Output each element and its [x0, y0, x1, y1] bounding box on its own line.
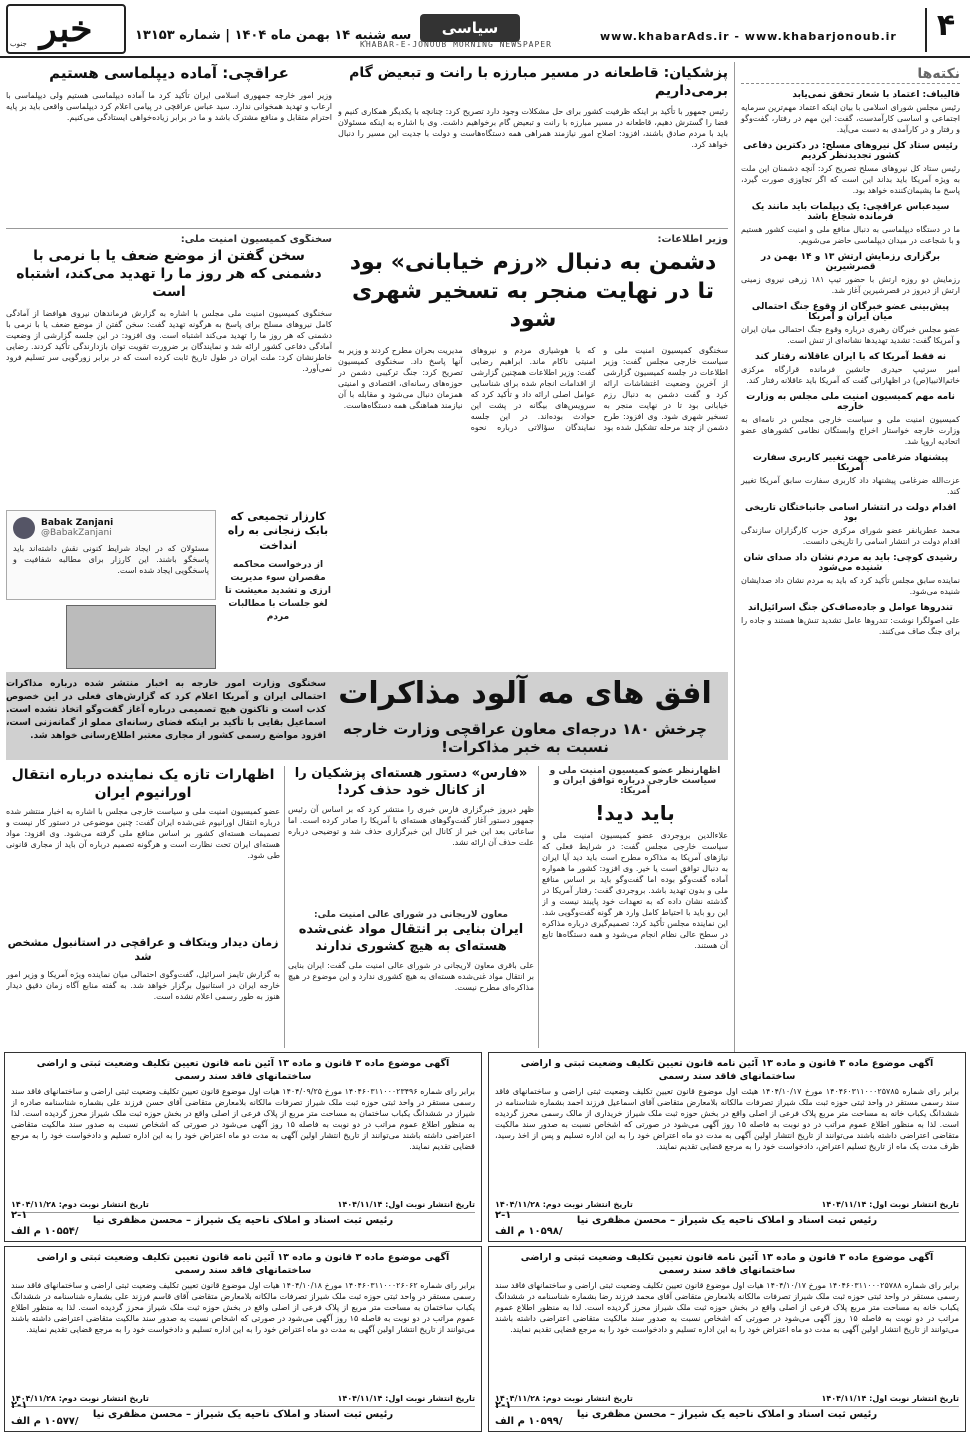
- banner-title: افق های مه آلود مذاکرات: [338, 676, 712, 711]
- article-karzar: [6, 510, 332, 670]
- article-weak-position: [6, 234, 332, 504]
- note-title: پیشنهاد ضرغامی جهت تغییر کاربری سفارت آمریکا: [752, 453, 949, 473]
- notice-code: /۱۰۵۷۷ م الف: [11, 1416, 79, 1427]
- article-body: علاءالدین بروجردی عضو کمیسیون امنیت ملی و سیاست خارجی مجلس گفت: در شرایط فعلی که نیازهای آمریکا به مذاکره مطرح است باید دید آیا ایران به دنبال توافق است یا خیر. وی افزود: کشور ما همواره آماده گفت‌وگو بوده اما گفت‌وگو باید بر اساس منافع ملی و بدون تهدید باشد. بروجردی گفت: رفتار آمریکا در گذشته نشان داده که به تعهدات خود پایبند نیست و از این رو باید با احتیاط کامل وارد هر گونه گفت‌وگویی شد. این نماینده مجلس تأکید کرد: تصمیم‌گیری درباره مذاکره در سطح عالی نظام انجام می‌شود و همه دستگاه‌ها تابع آن هستند.: [542, 831, 728, 950]
- article-title: دشمن به دنبال «رزم خیابانی» بود تا در نهایت منجر به تسخیر شهری شود: [349, 250, 717, 333]
- notice-title: آگهی موضوع ماده ۳ قانون و ماده ۱۳ آئین نامه قانون تعیین تکلیف وضعیت ثبتی و اراضی ساختمانهای فاقد سند رسمی: [36, 1252, 450, 1276]
- issue-date: سه شنبه ۱۴ بهمن ماه ۱۴۰۴ | شماره ۱۳۱۵۳: [135, 28, 412, 43]
- note-item: [741, 553, 960, 597]
- notice-title: آگهی موضوع ماده ۳ قانون و ماده ۱۳ آئین نامه قانون تعیین تکلیف وضعیت ثبتی و اراضی ساختمانهای فاقد سند رسمی: [36, 1058, 450, 1082]
- article-title: باید دید!: [595, 801, 675, 825]
- article-body: علی باقری معاون لاریجانی در شورای عالی امنیت ملی گفت: ایران بنایی بر انتقال مواد غنی‌شده هسته‌ای به هیچ کشوری ندارد و این موضوع در هیچ مذاکره‌ای مطرح نیست.: [288, 960, 534, 992]
- notice-date-2: تاریخ انتشار نوبت دوم: ۱۴۰۴/۱۱/۲۸: [495, 1394, 633, 1403]
- page-number: ۴: [925, 8, 965, 52]
- note-item: [741, 141, 960, 196]
- banner-subtitle: چرخش ۱۸۰ درجه‌ای معاون عراقچی وزارت خارجه نسبت به خبر مذاکرات!: [343, 720, 707, 756]
- logo-text: خبر: [39, 8, 93, 50]
- article-title: زمان دیدار ویتکاف و عراقچی در استانبول مشخص شد: [7, 936, 279, 964]
- article-fars: [288, 766, 534, 906]
- article-title: کارزار تجمیعی که بابک زنجانی به راه انداخت: [227, 510, 329, 552]
- divider: [6, 228, 728, 229]
- note-body: علی اصولگرا نوشت: تندروها عامل تشدید تنش‌ها هستند و جاده را برای جنگ صاف می‌کنند.: [741, 616, 960, 636]
- english-name: KHABAR-E-JONOUB MORNING NEWSPAPER: [360, 40, 552, 49]
- notice-tag: ۲-۱: [495, 1400, 512, 1411]
- legal-notice: [4, 1052, 482, 1242]
- note-title: رئیس ستاد کل نیروهای مسلح: در دکترین دفاعی کشور تجدیدنظر کردیم: [743, 141, 958, 161]
- note-body: عضو مجلس خبرگان رهبری درباره وقوع جنگ احتمالی میان ایران و آمریکا گفت: تشدید تهدیدها نشانه‌ای از تنش است.: [741, 325, 960, 345]
- note-title: برگزاری رزمایش ارتش ۱۳ و ۱۴ بهمن در قصرشیرین: [761, 252, 940, 272]
- article-kicker: اظهارنظر عضو کمیسیون امنیت ملی و سیاست خارجی درباره توافق ایران و آمریکا:: [549, 766, 721, 796]
- note-title: اقدام دولت در انتشار اسامی جانباختگان تاریخی بود: [744, 503, 957, 523]
- article-body: وزیر امور خارجه جمهوری اسلامی ایران تأکید کرد ما آماده دیپلماسی هستیم ولی دیپلماسی با ارعاب و تهدید همخوانی ندارد. سید عباس عراقچی در پیامی اعلام کرد دیپلماسی واقعی باید بر پایه احترام متقابل و منافع مشترک باشد و ما در برابر زیاده‌خواهی ایستادگی می‌کنیم.: [6, 90, 332, 122]
- note-title: سیدعباس عراقچی: یک دیپلمات باید مانند یک فرمانده شجاع باشد: [751, 202, 950, 222]
- note-body: رئیس مجلس شورای اسلامی با بیان اینکه اعتماد مهم‌ترین سرمایه اجتماعی و اساسی کارآمدست، گفت: این مهم در رفتار، گفت‌وگو و رفتار و در کارآمدی به دست می‌آید.: [741, 103, 960, 134]
- note-title: رشیدی کوچی: باید به مردم نشان داد صدای شان شنیده می‌شود: [743, 553, 958, 573]
- notice-body: برابر رای شماره ۱۴۰۴۶۰۳۱۱۰۰۰۲۳۴۹۶ مورخ ۱۴۰۴/۰۹/۲۵ هیات اول موضوع قانون تعیین تکلیف وضعیت ثبتی اراضی و ساختمانهای فاقد سند رسمی مستقر در واحد ثبتی حوزه ثبت ملک شیراز تصرفات مالکانه بلامعارض متقاضی آقای حسن فرزند علی بشماره شناسنامه صادره از شیراز در ششدانگ یکباب ساختمان به مساحت متر مربع از پلاک فرعی از اصلی واقع در بخش حوزه ثبت ملک شیراز محرز گردیده است. لذا به منظور اطلاع عموم مراتب در دو نوبت به فاصله ۱۵ روز آگهی می‌شود در صورتی که اشخاص نسبت به صدور سند مالکیت متقاضی اعتراضی داشته باشند می‌توانند از تاریخ انتشار اولین آگهی به مدت دو ماه اعتراض خود را به این اداره تسلیم و دادخواست خود را به مرجع قضایی تقدیم نمایند.: [11, 1087, 475, 1151]
- note-title: نه فقط آمریکا که با ایران عاقلانه رفتار کند: [755, 352, 946, 362]
- notice-tag: ۲-۱: [495, 1210, 512, 1221]
- notice-date-2: تاریخ انتشار نوبت دوم: ۱۴۰۴/۱۱/۲۸: [11, 1200, 149, 1209]
- legal-notice: [4, 1246, 482, 1432]
- notice-dates: [11, 1200, 475, 1209]
- tweet-body: مسئولان که در ایجاد شرایط کنونی نقش داشته‌اند باید پاسخگو باشند. این کارزار برای مطالبه شفافیت و پاسخگویی ایجاد شده است.: [13, 544, 209, 575]
- note-body: رئیس ستاد کل نیروهای مسلح تصریح کرد: آنچه دشمنان این ملت به ویژه آمریکا باید بداند این است که اگر تجاوزی صورت گیرد، پاسخ ما پشیمان‌کننده خواهد بود.: [741, 164, 960, 195]
- article-body: سخنگوی کمیسیون امنیت ملی مجلس با اشاره به گزارش فرماندهان نیروی هوافضا از آمادگی کامل نیروهای مسلح برای پاسخ به هرگونه تهدید گفت: سخن گفتن از موضع ضعف یا با نرمی با دشمنی که هر روز ما را تهدید می‌کند اشتباه است. وی افزود: در این جلسه گزارشی از وضعیت آمادگی دفاعی کشور ارائه شد و نمایندگان بر ضرورت تقویت توان بازدارندگی تأکید کردند. رضایی خاطرنشان کرد: ملت ایران در طول تاریخ ثابت کرده است که در برابر زورگویی سر تسلیم فرود نمی‌آورد.: [6, 308, 332, 373]
- tweet-user-name: Babak Zanjani: [41, 518, 114, 528]
- notice-date-2: تاریخ انتشار نوبت دوم: ۱۴۰۴/۱۱/۲۸: [495, 1200, 633, 1209]
- notice-code: /۱۰۵۹۹ م الف: [495, 1416, 563, 1427]
- tweet-card[interactable]: [6, 510, 216, 600]
- article-body: عضو کمیسیون امنیت ملی و سیاست خارجی مجلس با اشاره به اخبار منتشر شده درباره انتقال اورانیوم غنی‌شده ایران گفت: چنین موضوعی در دستور کار نیست و تصمیمات هسته‌ای کشور بر اساس منافع ملی گرفته می‌شود. وی افزود: مواد هسته‌ای ایران تحت نظارت است و هرگونه تصمیم درباره آن باید از مجاری قانونی طی شود.: [6, 807, 280, 861]
- article-body: از درخواست محاکمه مقصران سوء مدیریت ارزی و تشدید معیشت تا لغو جلسات با مطالبات مردم: [225, 559, 331, 622]
- note-body: نماینده سابق مجلس تأکید کرد که باید به مردم نشان داد صدایشان شنیده می‌شود.: [741, 576, 960, 596]
- notice-signature: رئیس ثبت اسناد و املاک ناحیه یک شیراز – محسن مظفری نیا: [11, 1212, 475, 1226]
- article-body: رئیس جمهور با تأکید بر اینکه ظرفیت کشور برای حل مشکلات وجود دارد تصریح کرد: چنانچه با یکدیگر همکاری کنیم و فضا را گسترش دهیم، قاطعانه در مسیر مبارزه با رانت و تبعیض گام برخواهیم داشت. وی با اشاره به اینکه مسئولان باید با مردم صادق باشند، افزود: اصلاح امور نیازمند همراهی همه دستگاه‌هاست و دولت با جدیت این مسیر را دنبال خواهد کرد.: [338, 107, 728, 150]
- article-body: ظهر دیروز خبرگزاری فارس خبری را منتشر کرد که بر اساس آن رئیس جمهور دستور آغاز گفت‌وگوهای هسته‌ای با آمریکا را صادر کرده است. اما ساعاتی بعد این خبر از کانال این خبرگزاری حذف شد و توضیحی درباره علت حذف آن ارائه نشد.: [288, 804, 534, 847]
- notes-sidebar: [734, 62, 966, 1052]
- zanjani-photo: [66, 605, 216, 669]
- notes-heading: نکته‌ها: [741, 66, 960, 84]
- note-title: نامه مهم کمیسیون امنیت ملی مجلس به وزارت خارجه: [746, 392, 955, 412]
- notice-code: /۱۰۵۵۴ م الف: [11, 1226, 79, 1237]
- karzar-text: [224, 510, 332, 670]
- notice-title: آگهی موضوع ماده ۳ قانون و ماده ۱۳ آئین نامه قانون تعیین تکلیف وضعیت ثبتی و اراضی ساختمانهای فاقد سند رسمی: [520, 1058, 934, 1082]
- legal-notice: [488, 1052, 966, 1242]
- notice-signature: رئیس ثبت اسناد و املاک ناحیه یک شیراز – محسن مظفری نیا: [495, 1212, 959, 1226]
- note-body: رزمایش دو روزه ارتش با حضور تیپ ۱۸۱ زرهی نیروی زمینی ارتش از دیروز در قصرشیرین آغاز شد.: [741, 275, 960, 295]
- avatar: [13, 517, 35, 539]
- article-title: پزشکیان: قاطعانه در مسیر مبارزه با رانت و تبعیض گام برمی‌داریم: [349, 65, 728, 100]
- note-item: [741, 302, 960, 346]
- tweet-handle: @BabakZanjani: [41, 528, 112, 538]
- article-intel-minister: [338, 234, 728, 668]
- masthead: [0, 0, 970, 58]
- notice-date-1: تاریخ انتشار نوبت اول: ۱۴۰۴/۱۱/۱۴: [821, 1394, 959, 1403]
- notice-date-2: تاریخ انتشار نوبت دوم: ۱۴۰۴/۱۱/۲۸: [11, 1394, 149, 1403]
- note-title: قالیباف: اعتماد با شعار تحقق نمی‌یابد: [792, 90, 960, 100]
- notice-body: برابر رای شماره ۱۴۰۴۶۰۳۱۱۰۰۰۲۵۷۸۵ مورخ ۱۴۰۴/۱۰/۱۷ هیئت اول موضوع قانون تعیین تکلیف وضعیت ثبتی اراضی و ساختمانهای فاقد سند رسمی مستقر در واحد ثبتی حوزه ثبت ملک شیراز تصرفات مالکانه بلامعارض متقاضی آقای اسماعیل فرزند احمد بشماره شناسنامه در ششدانگ یکباب خانه به مساحت متر مربع پلاک فرعی از اصلی واقع در بخش حوزه ثبت ملک شیراز خریداری از مالک رسمی محرز گردیده است. لذا به منظور اطلاع عموم مراتب در دو نوبت به فاصله ۱۵ روز آگهی می‌شود در صورتی که اشخاص نسبت به صدور سند مالکیت متقاضی اعتراضی داشته باشند می‌توانند از تاریخ انتشار اولین آگهی به مدت دو ماه اعتراض خود را به این اداره تسلیم و پس از اخذ رسید، ظرف مدت یک ماه از تاریخ تسلیم اعتراض، دادخواست خود را به مرجع قضایی تقدیم نمایند.: [495, 1087, 959, 1151]
- website-url[interactable]: www.khabarAds.ir - www.khabarjonoub.ir: [600, 30, 897, 43]
- notice-code: /۱۰۵۹۸ م الف: [495, 1226, 563, 1237]
- note-body: کمیسیون امنیت ملی و سیاست خارجی مجلس در نامه‌ای به وزارت خارجه خواستار اخراج وابستگان نظامی کشورهای عضو اتحادیه اروپا شد.: [741, 415, 960, 446]
- article-title: عراقچی: آماده دیپلماسی هستیم: [49, 64, 289, 82]
- article-body: به گزارش تایمز اسرائیل، گفت‌وگوی احتمالی میان نماینده ویژه آمریکا و وزیر امور خارجه ایران در استانبول برگزار خواهد شد. به گفته منابع آگاه زمان دقیق دیدار هنوز به طور رسمی اعلام نشده است.: [6, 969, 280, 1001]
- note-item: [741, 603, 960, 637]
- note-item: [741, 252, 960, 296]
- note-body: محمد عطریانفر عضو شورای مرکزی حزب کارگزاران سازندگی اقدام دولت در انتشار اسامی را تاریخی دانست.: [741, 526, 960, 546]
- article-araghchi: [6, 64, 332, 224]
- note-item: [741, 453, 960, 497]
- article-istanbul: [6, 936, 280, 1048]
- section-title: سیاسی: [420, 14, 520, 42]
- article-title: «فارس» دستور هسته‌ای پزشکیان را از کانال خود حذف کرد!: [294, 766, 528, 798]
- article-pezeshkian: [338, 64, 728, 224]
- tweet-user: [13, 517, 209, 539]
- notice-title: آگهی موضوع ماده ۳ قانون و ماده ۱۳ آئین نامه قانون تعیین تکلیف وضعیت ثبتی و اراضی ساختمانهای فاقد سند رسمی: [520, 1252, 934, 1276]
- notice-date-1: تاریخ انتشار نوبت اول: ۱۴۰۴/۱۱/۱۴: [337, 1200, 475, 1209]
- notice-date-1: تاریخ انتشار نوبت اول: ۱۴۰۴/۱۱/۱۴: [821, 1200, 959, 1209]
- divider: [538, 766, 539, 1048]
- notice-body: برابر رای شماره ۱۴۰۴۶۰۳۱۱۰۰۰۲۶۰۶۲ مورخ ۱۴۰۴/۱۰/۱۸ هیات اول موضوع قانون تعیین تکلیف وضعیت ثبتی اراضی و ساختمانهای فاقد سند رسمی مستقر در واحد ثبتی حوزه ثبت ملک شیراز تصرفات مالکانه بلامعارض متقاضی آقای قاسم فرزند علی بشماره شناسنامه در ششدانگ یکباب ساختمان به مساحت متر مربع از پلاک فرعی از اصلی واقع در بخش حوزه ثبت ملک شیراز محرز گردیده است. لذا به منظور اطلاع عموم مراتب در دو نوبت به فاصله ۱۵ روز آگهی می‌شود در صورتی که اشخاص نسبت به صدور سند مالکیت متقاضی اعتراضی داشته باشند می‌توانند از تاریخ انتشار اولین آگهی به مدت دو ماه اعتراض خود را به این اداره تسلیم و دادخواست خود را به مرجع قضایی تقدیم نمایند.: [11, 1281, 475, 1334]
- notice-tag: ۲-۱: [11, 1210, 28, 1221]
- note-body: امیر سرتیپ حیدری جانشین فرمانده قرارگاه مرکزی خاتم‌الانبیا(ص) در اظهاراتی گفت که آمریکا باید عاقلانه رفتار کند.: [741, 365, 960, 385]
- banner-lead: سخنگوی وزارت امور خارجه به اخبار منتشر شده درباره مذاکرات احتمالی ایران و آمریکا اعلام کرد که گزارش‌های فعلی در این خصوص کذب است و تاکنون هیچ تصمیمی درباره آغاز گفت‌وگو اتخاذ نشده است. اسماعیل بقایی با تأکید بر اینکه فضای رسانه‌ای مملو از گمانه‌زنی است، افزود مواضع رسمی کشور از مجاری معتبر اطلاع‌رسانی خواهد شد.: [6, 679, 326, 741]
- logo-subtitle: جنوب: [10, 40, 27, 48]
- notice-dates: [495, 1394, 959, 1403]
- article-kicker: معاون لاریجانی در شورای عالی امنیت ملی:: [313, 910, 509, 920]
- notice-signature: رئیس ثبت اسناد و املاک ناحیه یک شیراز – محسن مظفری نیا: [495, 1406, 959, 1420]
- article-body: سخنگوی کمیسیون امنیت ملی و سیاست خارجی مجلس گفت: وزیر اطلاعات در جلسه کمیسیون گزارشی از آخرین وضعیت اغتشاشات ارائه کرد و گفت دشمن به دنبال رزم خیابانی بود تا در نهایت منجر به تسخیر شهری شود. وی افزود: طرح دشمن از چند مرحله تشکیل شده بود که با هوشیاری مردم و نیروهای امنیتی ناکام ماند. ابراهیم رضایی گفت: وزیر اطلاعات همچنین گزارشی از اقدامات انجام شده برای شناسایی عوامل اصلی ارائه داد و تأکید کرد که سرویس‌های بیگانه در پشت این حوادث بوده‌اند. در این جلسه نمایندگان سؤالاتی درباره نحوه مدیریت بحران مطرح کردند و وزیر به آنها پاسخ داد. سخنگوی کمیسیون تصریح کرد: جنگ ترکیبی دشمن در حوزه‌های رسانه‌ای، اقتصادی و امنیتی همزمان دنبال می‌شود و مقابله با آن نیازمند هماهنگی همه دستگاه‌هاست.: [338, 345, 728, 432]
- article-title: اظهارات تازه یک نماینده درباره انتقال اورانیوم ایران: [11, 767, 275, 802]
- note-item: [741, 503, 960, 547]
- article-title: سخن گفتن از موضع ضعف یا با نرمی با دشمنی که هر روز ما را تهدید می‌کند، اشتباه است: [16, 248, 322, 301]
- article-uranium: [6, 766, 280, 930]
- notice-dates: [11, 1394, 475, 1403]
- note-title: پیش‌بینی عضو خبرگان از وقوع جنگ احتمالی میان ایران و آمریکا: [751, 302, 950, 322]
- note-item: [741, 392, 960, 447]
- note-item: [741, 202, 960, 246]
- note-body: عزت‌الله ضرغامی پیشنهاد داد کاربری سفارت سابق آمریکا تغییر کند.: [741, 476, 960, 496]
- notice-date-1: تاریخ انتشار نوبت اول: ۱۴۰۴/۱۱/۱۴: [337, 1394, 475, 1403]
- article-kicker: وزیر اطلاعات:: [657, 234, 728, 245]
- note-item: [741, 90, 960, 135]
- notice-signature: رئیس ثبت اسناد و املاک ناحیه یک شیراز – محسن مظفری نیا: [11, 1406, 475, 1420]
- note-body: ما در دستگاه دیپلماسی به دنبال منافع ملی و امنیت کشور هستیم و با شجاعت در میدان دیپلماسی حاضر می‌شویم.: [741, 225, 960, 245]
- divider: [284, 766, 285, 1048]
- notice-dates: [495, 1200, 959, 1209]
- notice-body: برابر رای شماره ۱۴۰۴۶۰۳۱۱۰۰۰۲۵۷۸۸ مورخ ۱۴۰۴/۱۰/۱۷ هیات اول موضوع قانون تعیین تکلیف وضعیت ثبتی اراضی و ساختمانهای فاقد سند رسمی مستقر در واحد ثبتی حوزه ثبت ملک شیراز تصرفات مالکانه بلامعارض متقاضی آقای محمد فرزند رضا بشماره شناسنامه در ششدانگ یکباب خانه به مساحت متر مربع پلاک فرعی از اصلی واقع در بخش حوزه ثبت ملک شیراز محرز گردیده است. لذا به منظور اطلاع عموم مراتب در دو نوبت به فاصله ۱۵ روز آگهی می‌شود در صورتی که اشخاص نسبت به صدور سند مالکیت متقاضی اعتراضی داشته باشند می‌توانند از تاریخ انتشار اولین آگهی به مدت دو ماه اعتراض خود را به این اداره تسلیم و دادخواست خود را به مرجع قضایی تقدیم نمایند.: [495, 1281, 959, 1334]
- legal-notice: [488, 1246, 966, 1432]
- article-must-see: [542, 766, 728, 1048]
- article-title: ایران بنایی بر انتقال مواد غنی‌شده هسته‌ای به هیچ کشوری ندارند: [298, 922, 524, 954]
- note-item: [741, 352, 960, 386]
- note-title: تندروها عوامل و جاده‌صاف‌کن جنگ اسرائیل‌اند: [748, 603, 953, 613]
- article-larijani: [288, 910, 534, 1048]
- notice-tag: ۲-۱: [11, 1400, 28, 1411]
- article-kicker: سخنگوی کمیسیون امنیت ملی:: [180, 234, 332, 245]
